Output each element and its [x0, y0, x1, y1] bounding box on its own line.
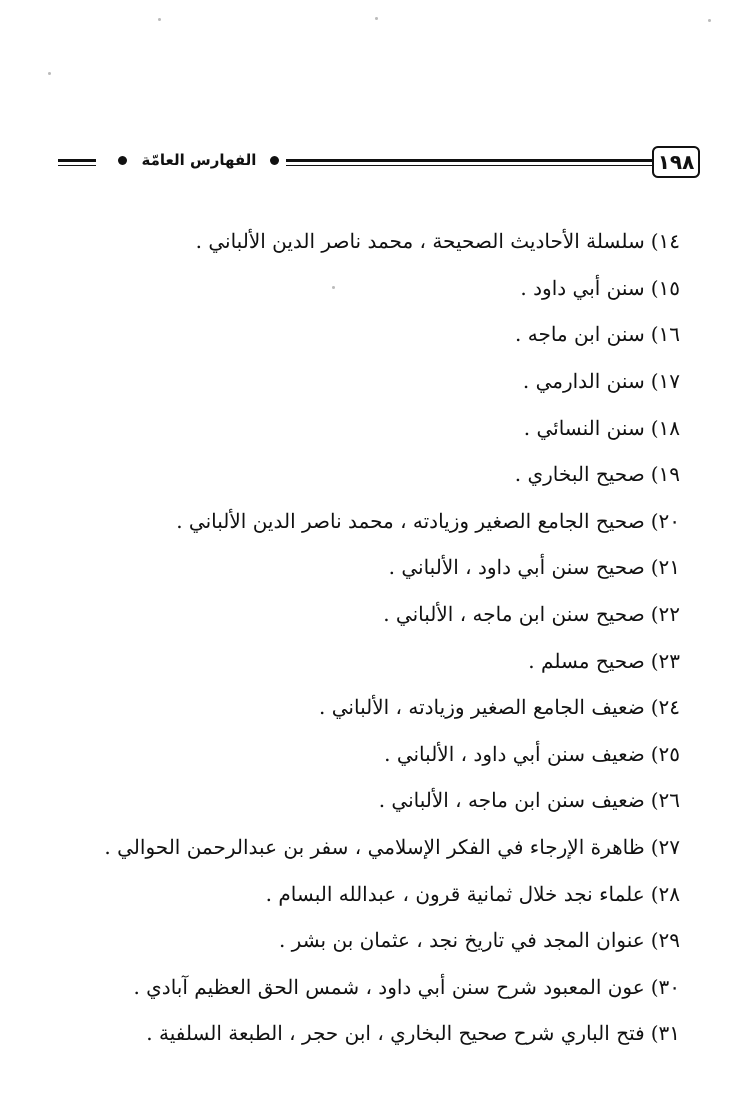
entry-number: ٢٢): [650, 602, 680, 627]
list-item: [90, 684, 680, 731]
section-title: الفهارس العامّة: [141, 151, 257, 169]
references-list: [90, 218, 680, 1057]
scan-speck: [158, 18, 161, 21]
entry-text: سنن ابن ماجه .: [515, 322, 645, 347]
list-item: [90, 591, 680, 638]
header-rule-left: [58, 159, 96, 166]
list-item: [90, 637, 680, 684]
scan-speck: [375, 17, 378, 20]
list-item: [90, 964, 680, 1011]
entry-text: فتح الباري شرح صحيح البخاري ، ابن حجر ، الطبعة السلفية .: [146, 1021, 645, 1046]
list-item: [90, 451, 680, 498]
entry-number: ١٩): [650, 462, 680, 487]
entry-text: علماء نجد خلال ثمانية قرون ، عبدالله البسام .: [265, 881, 645, 906]
header-bullet-left: [118, 156, 127, 165]
list-item: [90, 870, 680, 917]
scan-speck: [48, 72, 51, 75]
entry-number: ٢٨): [650, 881, 680, 906]
entry-text: صحيح سنن أبي داود ، الألباني .: [388, 555, 645, 580]
entry-number: ١٦): [650, 322, 680, 347]
entry-text: سلسلة الأحاديث الصحيحة ، محمد ناصر الدين الألباني .: [195, 229, 645, 254]
scan-speck: [708, 19, 711, 22]
entry-number: ٢٩): [650, 928, 680, 953]
list-item: [90, 544, 680, 591]
list-item: [90, 824, 680, 871]
entry-text: سنن أبي داود .: [520, 275, 645, 300]
entry-number: ١٧): [650, 369, 680, 394]
entry-text: صحيح سنن ابن ماجه ، الألباني .: [383, 602, 645, 627]
list-item: [90, 917, 680, 964]
entry-number: ٢٧): [650, 835, 680, 860]
entry-number: ٣١): [650, 1021, 680, 1046]
list-item: [90, 358, 680, 405]
list-item: [90, 311, 680, 358]
entry-number: ١٥): [650, 275, 680, 300]
running-header: [58, 146, 700, 180]
page-number: ١٩٨: [652, 146, 700, 178]
list-item: [90, 498, 680, 545]
entry-number: ٢٠): [650, 508, 680, 533]
entry-text: صحيح البخاري .: [514, 462, 645, 487]
entry-number: ٢١): [650, 555, 680, 580]
entry-text: صحيح الجامع الصغير وزيادته ، محمد ناصر الدين الألباني .: [176, 508, 645, 533]
list-item: [90, 265, 680, 312]
entry-number: ٢٤): [650, 695, 680, 720]
entry-number: ٢٦): [650, 788, 680, 813]
entry-number: ٢٣): [650, 648, 680, 673]
entry-text: سنن النسائي .: [523, 415, 645, 440]
entry-number: ١٤): [650, 229, 680, 254]
header-bullet-right: [270, 156, 279, 165]
entry-text: عون المعبود شرح سنن أبي داود ، شمس الحق العظيم آبادي .: [133, 974, 645, 999]
list-item: [90, 777, 680, 824]
entry-text: ضعيف سنن أبي داود ، الألباني .: [384, 741, 645, 766]
list-item: [90, 731, 680, 778]
list-item: [90, 1010, 680, 1057]
entry-text: سنن الدارمي .: [522, 369, 645, 394]
entry-text: عنوان المجد في تاريخ نجد ، عثمان بن بشر .: [278, 928, 645, 953]
header-rule-right: [286, 159, 656, 166]
list-item: [90, 404, 680, 451]
entry-text: ضعيف الجامع الصغير وزيادته ، الألباني .: [319, 695, 645, 720]
entry-number: ٢٥): [650, 741, 680, 766]
entry-text: ظاهرة الإرجاء في الفكر الإسلامي ، سفر بن عبدالرحمن الحوالي .: [104, 835, 645, 860]
entry-number: ١٨): [650, 415, 680, 440]
list-item: [90, 218, 680, 265]
entry-text: صحيح مسلم .: [528, 648, 645, 673]
entry-text: ضعيف سنن ابن ماجه ، الألباني .: [378, 788, 645, 813]
entry-number: ٣٠): [650, 974, 680, 999]
